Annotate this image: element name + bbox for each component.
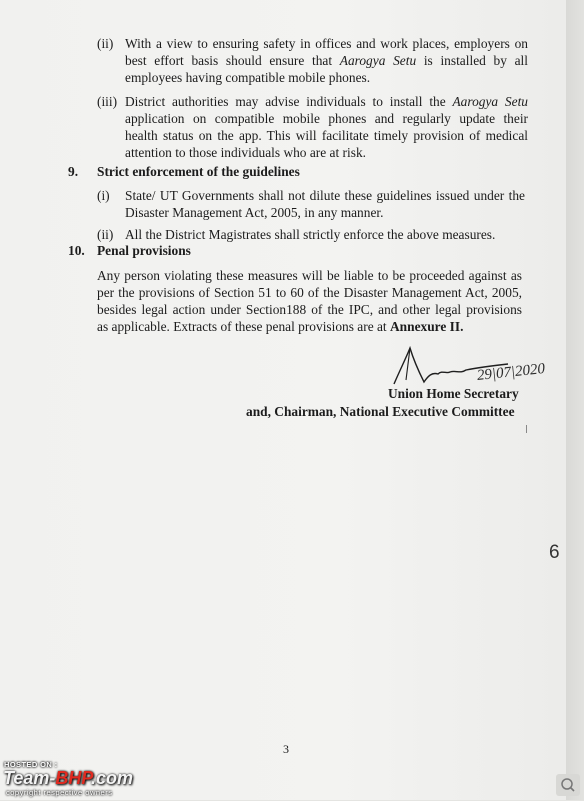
- item-iii-line3: health status on the app. This will facilitate timely provision of medical: [125, 128, 528, 143]
- page-number: 3: [283, 742, 289, 756]
- side-page-number: 6: [549, 542, 560, 563]
- item-ii-line1: With a view to ensuring safety in offices and work places, employers on: [125, 36, 528, 51]
- item-iii-line1: District authorities may advise individuals to install the Aarogya Setu: [125, 94, 528, 109]
- item-iii-number: (iii): [97, 94, 118, 109]
- item-ii-line3: employees having compatible mobile phones.: [125, 70, 371, 85]
- signatory-title: Union Home Secretary: [388, 386, 519, 401]
- watermark-copyright: copyright respective owners: [6, 788, 113, 797]
- section-10-line2: per the provisions of Section 51 to 60 of the Disaster Management Act, 2005,: [97, 285, 522, 300]
- item-ii-line2: best effort basis should ensure that Aarogya Setu is installed by all: [125, 53, 528, 68]
- item-iii-line2: application on compatible mobile phones and regularly update their: [125, 111, 528, 126]
- watermark-hosted-label: HOSTED ON :: [4, 760, 58, 769]
- section-10-line3: besides legal action under Section188 of the IPC, and other legal provisions: [97, 302, 522, 317]
- signatory-committee: and, Chairman, National Executive Committee: [246, 404, 515, 419]
- signature-date: 29|07|2020: [476, 360, 546, 385]
- page-edge: [566, 0, 584, 800]
- stray-mark: [526, 425, 527, 433]
- section-10-line4: as applicable. Extracts of these penal provisions are at Annexure II.: [97, 319, 464, 334]
- zoom-icon: [556, 774, 580, 796]
- section-9-i-line2: Disaster Management Act, 2005, in any manner.: [125, 205, 384, 220]
- section-10-line1: Any person violating these measures will be liable to be proceeded against as: [97, 268, 522, 283]
- item-iii-line4: attention to those individuals who are at risk.: [125, 145, 366, 160]
- section-9-ii-line1: All the District Magistrates shall strictly enforce the above measures.: [125, 227, 496, 242]
- section-9-i-line1: State/ UT Governments shall not dilute these guidelines issued under the: [125, 188, 525, 203]
- section-10-heading: Penal provisions: [97, 243, 191, 258]
- section-9-number: 9.: [68, 164, 79, 179]
- item-ii-number: (ii): [97, 36, 114, 51]
- section-9-i-number: (i): [97, 188, 110, 203]
- watermark-logo: Team-BHP.com: [3, 768, 134, 788]
- section-10-number: 10.: [68, 243, 85, 258]
- section-9-heading: Strict enforcement of the guidelines: [97, 164, 300, 179]
- zoom-button[interactable]: [556, 774, 580, 796]
- section-9-ii-number: (ii): [97, 227, 114, 242]
